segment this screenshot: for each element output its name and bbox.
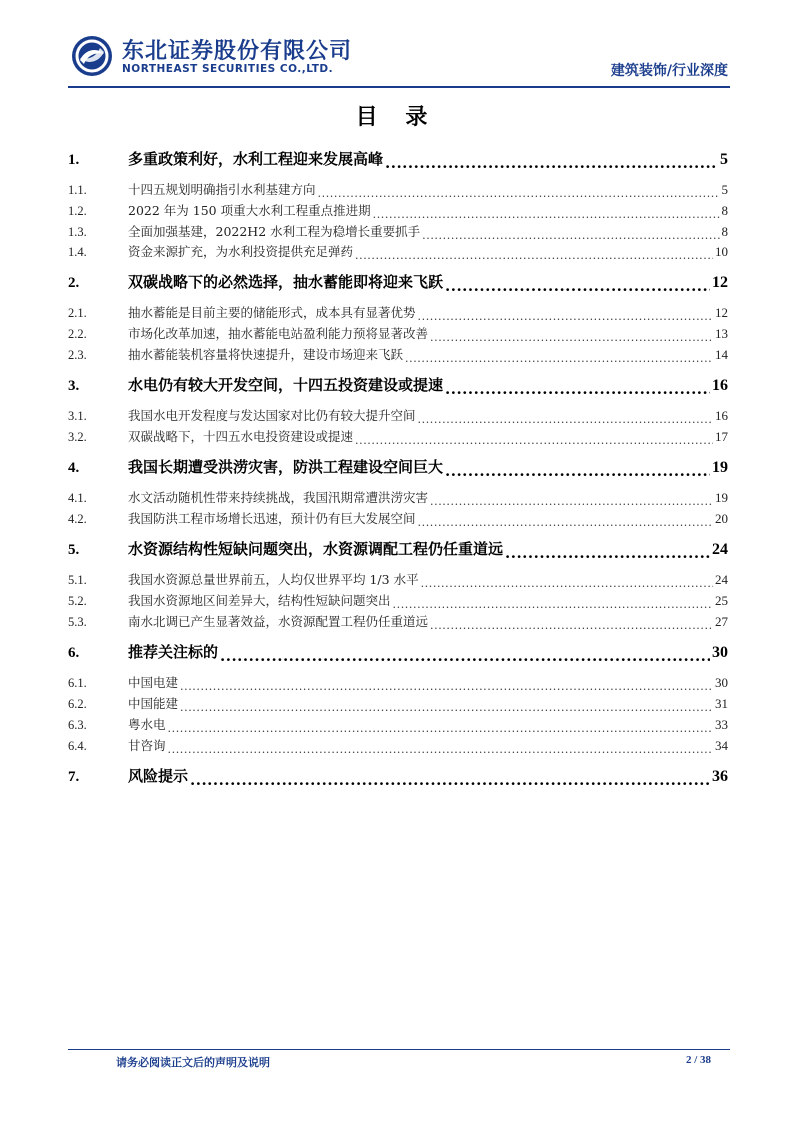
toc-entry-page: 12 xyxy=(715,305,728,320)
toc-section-entry[interactable] xyxy=(68,694,728,714)
toc-entry-number: 2.2. xyxy=(68,327,87,341)
toc-entry-number: 5.1. xyxy=(68,573,87,587)
toc-entry-page: 17 xyxy=(715,429,728,444)
toc-entry-title: 甘咨询 xyxy=(128,738,166,753)
toc-entry-title: 粤水电 xyxy=(128,717,166,732)
toc-entry-number: 7. xyxy=(68,769,80,785)
toc-dot-leader xyxy=(373,206,720,221)
toc-entry-title: 十四五规划明确指引水利基建方向 xyxy=(128,182,316,197)
toc-dot-leader xyxy=(393,596,713,611)
toc-dot-leader xyxy=(220,647,710,665)
toc-entry-page: 19 xyxy=(715,490,728,505)
toc-section-entry[interactable] xyxy=(68,222,728,242)
toc-entry-page: 27 xyxy=(715,614,728,629)
toc-section-entry[interactable] xyxy=(68,488,728,508)
toc-chapter-entry[interactable] xyxy=(68,456,728,480)
toc-entry-number: 4.2. xyxy=(68,512,87,526)
toc-entry-number: 1.1. xyxy=(68,183,87,197)
toc-dot-leader xyxy=(445,380,710,398)
toc-entry-page: 5 xyxy=(720,151,728,168)
toc-section-entry[interactable] xyxy=(68,242,728,262)
toc-dot-leader xyxy=(180,699,713,714)
toc-dot-leader xyxy=(421,575,713,590)
toc-dot-leader xyxy=(445,277,710,295)
toc-dot-leader xyxy=(355,247,713,262)
toc-entry-number: 5.3. xyxy=(68,615,87,629)
toc-section-entry[interactable] xyxy=(68,612,728,632)
toc-entry-page: 25 xyxy=(715,593,728,608)
toc-entry-title: 我国水资源总量世界前五，人均仅世界平均 1/3 水平 xyxy=(128,572,419,587)
toc-entry-title: 中国能建 xyxy=(128,696,179,711)
toc-section-entry[interactable] xyxy=(68,570,728,590)
toc-entry-page: 31 xyxy=(715,696,728,711)
toc-entry-title: 水文活动随机性带来持续挑战，我国汛期常遭洪涝灾害 xyxy=(128,490,429,505)
toc-entry-title: 全面加强基建，2022H2 水利工程为稳增长重要抓手 xyxy=(128,224,421,239)
toc-dot-leader xyxy=(168,741,713,756)
toc-entry-title: 我国防洪工程市场增长迅速，预计仍有巨大发展空间 xyxy=(128,511,416,526)
toc-section-entry[interactable] xyxy=(68,591,728,611)
toc-entry-title: 我国水电开发程度与发达国家对比仍有较大提升空间 xyxy=(128,408,416,423)
toc-entry-page: 24 xyxy=(712,541,728,558)
toc-entry-page: 16 xyxy=(712,377,728,394)
toc-entry-page: 30 xyxy=(715,675,728,690)
toc-entry-number: 6.1. xyxy=(68,676,87,690)
toc-section-entry[interactable] xyxy=(68,345,728,365)
toc-dot-leader xyxy=(430,493,713,508)
toc-entry-title: 我国长期遭受洪涝灾害，防洪工程建设空间巨大 xyxy=(128,458,444,476)
toc-entry-number: 4.1. xyxy=(68,491,87,505)
toc-entry-number: 2.3. xyxy=(68,348,87,362)
company-logo-icon xyxy=(70,34,114,78)
toc-entry-page: 34 xyxy=(715,738,728,753)
toc-dot-leader xyxy=(190,771,710,789)
toc-entry-title: 我国水资源地区间差异大，结构性短缺问题突出 xyxy=(128,593,391,608)
toc-dot-leader xyxy=(430,329,713,344)
toc-dot-leader xyxy=(430,617,713,632)
toc-chapter-entry[interactable] xyxy=(68,148,728,172)
toc-dot-leader xyxy=(418,411,713,426)
toc-entry-title: 2022 年为 150 项重大水利工程重点推进期 xyxy=(128,203,371,218)
toc-entry-title: 南水北调已产生显著效益，水资源配置工程仍任重道远 xyxy=(128,614,429,629)
toc-dot-leader xyxy=(355,432,713,447)
toc-dot-leader xyxy=(385,154,718,172)
toc-entry-title: 市场化改革加速，抽水蓄能电站盈利能力预将显著改善 xyxy=(128,326,429,341)
toc-entry-number: 3. xyxy=(68,378,80,394)
toc-entry-number: 5.2. xyxy=(68,594,87,608)
toc-section-entry[interactable] xyxy=(68,324,728,344)
toc-entry-title: 水资源结构性短缺问题突出，水资源调配工程仍任重道远 xyxy=(128,540,504,558)
toc-dot-leader xyxy=(418,514,713,529)
toc-entry-number: 6.3. xyxy=(68,718,87,732)
toc-chapter-entry[interactable] xyxy=(68,641,728,665)
toc-entry-page: 8 xyxy=(721,203,728,218)
page-header xyxy=(70,32,730,84)
toc-section-entry[interactable] xyxy=(68,201,728,221)
toc-entry-page: 13 xyxy=(715,326,728,341)
page-number: 2 / 38 xyxy=(685,1054,711,1066)
toc-entry-number: 1.3. xyxy=(68,225,87,239)
toc-entry-number: 3.1. xyxy=(68,409,87,423)
toc-section-entry[interactable] xyxy=(68,427,728,447)
toc-section-entry[interactable] xyxy=(68,303,728,323)
company-name-cn: 东北证券股份有限公司 xyxy=(122,39,353,64)
toc-entry-number: 2.1. xyxy=(68,306,87,320)
toc-entry-page: 19 xyxy=(712,459,728,476)
toc-entry-page: 12 xyxy=(712,274,728,291)
toc-entry-title: 资金来源扩充，为水利投资提供充足弹药 xyxy=(128,244,354,259)
header-divider xyxy=(68,86,730,88)
toc-entry-number: 6. xyxy=(68,645,80,661)
toc-entry-number: 6.4. xyxy=(68,739,87,753)
toc-entry-number: 6.2. xyxy=(68,697,87,711)
company-name-en: NORTHEAST SECURITIES CO.,LTD. xyxy=(122,63,334,75)
toc-entry-page: 24 xyxy=(715,572,728,587)
toc-dot-leader xyxy=(168,720,713,735)
toc-entry-title: 推荐关注标的 xyxy=(128,643,219,661)
toc-entry-number: 3.2. xyxy=(68,430,87,444)
toc-entry-number: 1.4. xyxy=(68,245,87,259)
toc-entry-page: 20 xyxy=(715,511,728,526)
report-type-label: 建筑装饰/行业深度 xyxy=(610,63,728,79)
toc-entry-page: 5 xyxy=(721,182,728,197)
toc-entry-title: 双碳战略下，十四五水电投资建设或提速 xyxy=(128,429,354,444)
toc-entry-page: 8 xyxy=(721,224,728,239)
toc-entry-title: 多重政策利好，水利工程迎来发展高峰 xyxy=(128,150,384,168)
toc-dot-leader xyxy=(445,462,710,480)
toc-chapter-entry[interactable] xyxy=(68,374,728,398)
toc-chapter-entry[interactable] xyxy=(68,538,728,562)
toc-entry-title: 双碳战略下的必然选择，抽水蓄能即将迎来飞跃 xyxy=(128,273,444,291)
toc-entry-page: 36 xyxy=(712,768,728,785)
toc-entry-title: 抽水蓄能装机容量将快速提升，建设市场迎来飞跃 xyxy=(128,347,404,362)
toc-entry-page: 14 xyxy=(715,347,728,362)
disclaimer-note: 请务必阅读正文后的声明及说明 xyxy=(116,1056,270,1069)
footer-divider xyxy=(68,1049,730,1050)
toc-section-entry[interactable] xyxy=(68,736,728,756)
toc-entry-title: 风险提示 xyxy=(128,767,189,785)
toc-section-entry[interactable] xyxy=(68,406,728,426)
toc-dot-leader xyxy=(318,185,720,200)
toc-dot-leader xyxy=(405,350,713,365)
toc-entry-number: 1. xyxy=(68,152,80,168)
toc-chapter-entry[interactable] xyxy=(68,271,728,295)
toc-entry-number: 1.2. xyxy=(68,204,87,218)
toc-entry-title: 水电仍有较大开发空间，十四五投资建设或提速 xyxy=(128,376,444,394)
toc-dot-leader xyxy=(418,308,713,323)
toc-entry-page: 30 xyxy=(712,644,728,661)
toc-entry-number: 4. xyxy=(68,460,80,476)
toc-entry-title: 抽水蓄能是目前主要的储能形式，成本具有显著优势 xyxy=(128,305,416,320)
toc-section-entry[interactable] xyxy=(68,673,728,693)
toc-dot-leader xyxy=(422,227,719,242)
toc-section-entry[interactable] xyxy=(68,715,728,735)
toc-dot-leader xyxy=(505,544,710,562)
toc-entry-number: 5. xyxy=(68,542,80,558)
toc-title: 目 录 xyxy=(355,105,438,130)
toc-entry-page: 10 xyxy=(715,244,728,259)
toc-entry-page: 16 xyxy=(715,408,728,423)
toc-entry-title: 中国电建 xyxy=(128,675,179,690)
toc-dot-leader xyxy=(180,678,713,693)
toc-chapter-entry[interactable] xyxy=(68,765,728,789)
toc-section-entry[interactable] xyxy=(68,180,728,200)
toc-entry-number: 2. xyxy=(68,275,80,291)
toc-section-entry[interactable] xyxy=(68,509,728,529)
toc-entry-page: 33 xyxy=(715,717,728,732)
